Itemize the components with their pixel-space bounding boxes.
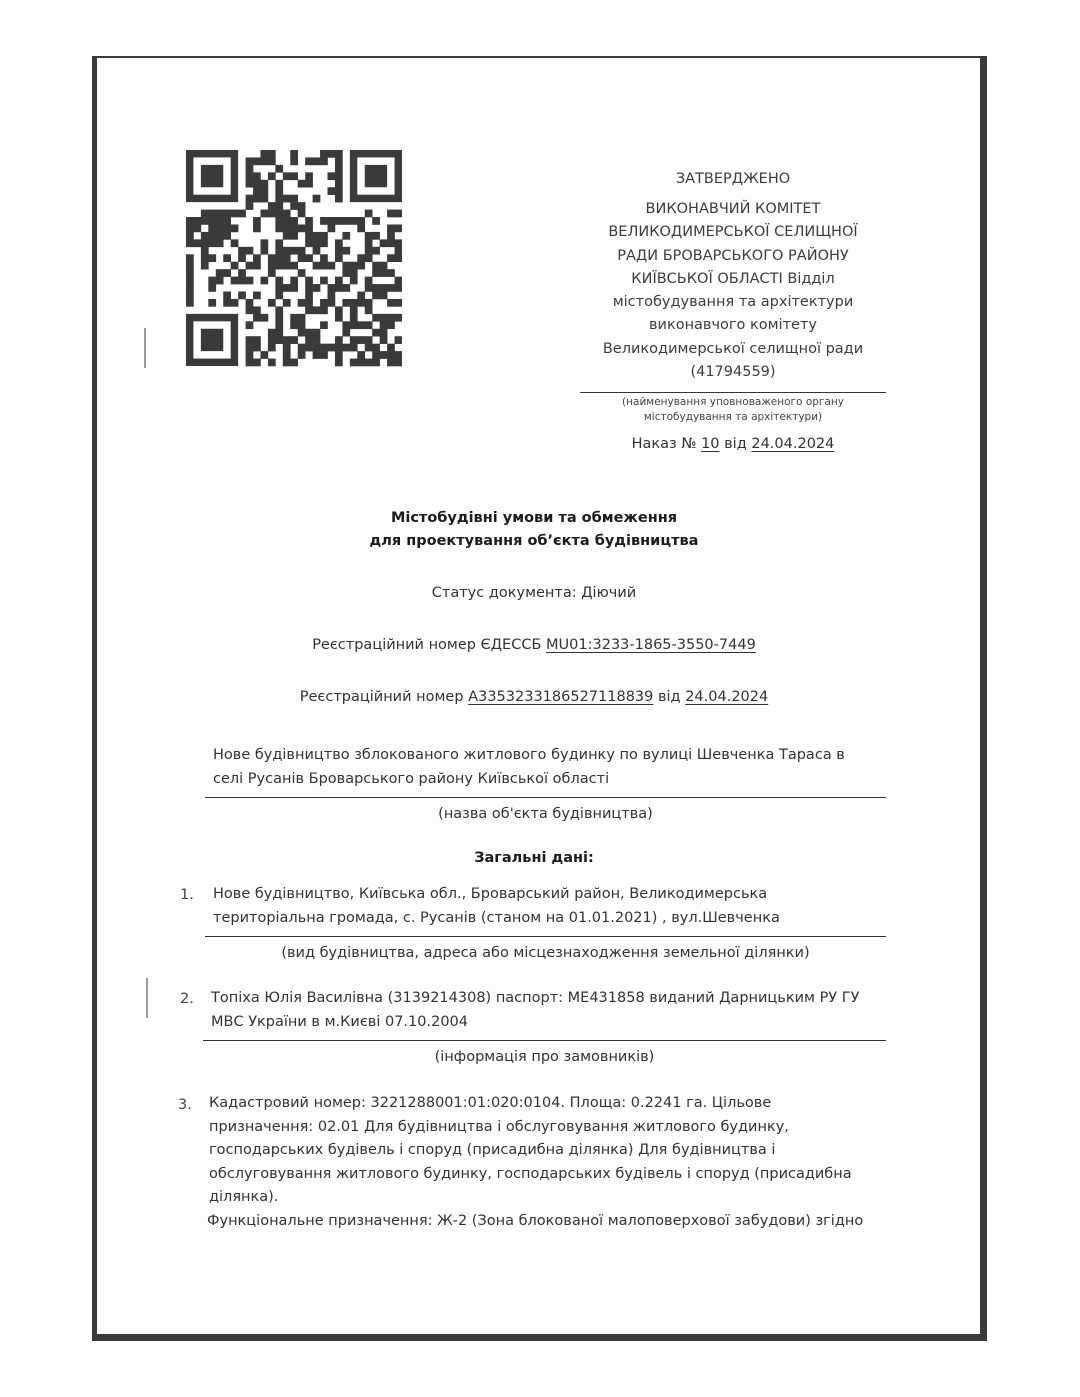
organ-line: (41794559) <box>690 364 776 381</box>
edessb-number: MU01:3233-1865-3550-7449 <box>546 637 756 653</box>
edessb-number-line: Реєстраційний номер ЄДЕССБ MU01:3233-1865-3550-7449 <box>312 637 756 653</box>
qr-code <box>186 150 402 368</box>
divider <box>203 1040 886 1041</box>
object-caption: (назва об'єкта будівництва) <box>438 806 653 822</box>
address-caption: (вид будівництва, адреса або місцезнаходження земельної ділянки) <box>281 945 810 961</box>
divider <box>205 936 886 937</box>
order-number: 10 <box>701 436 720 452</box>
organ-line: РАДИ БРОВАРСЬКОГО РАЙОНУ <box>617 247 849 264</box>
document-status: Статус документа: Діючий <box>431 585 637 601</box>
construction-address: Нове будівництво, Київська обл., Броварський район, Великодимерська територіальна громада, с. Русанів (станом на 01.01.2021) , вул.Шевченка <box>213 886 780 926</box>
order-line: Наказ № 10 від 24.04.2024 <box>631 436 835 452</box>
divider <box>580 392 886 393</box>
registration-number-line: Реєстраційний номер A3353233186527118839 від 24.04.2024 <box>299 689 769 705</box>
customer-info: Топіха Юлія Василівна (3139214308) паспорт: МЕ431858 виданий Дарницьким РУ ГУ МВС України в м.Києві 07.10.2004 <box>211 990 860 1030</box>
land-plot-info: Кадастровий номер: 3221288001:01:020:0104. Площа: 0.2241 га. Цільове призначення: 02.01 Для будівництва і обслуговування житлового будинку, господарських будівель і споруд (присадибна ділянка) Для будівництва і обслуговування житлового будинку, господарських будівель і споруд (присадибна ділянка). Функціональне призначення: Ж-2 (Зона блокованої малоповерхової забудови) згідно <box>207 1095 864 1229</box>
organ-line: ВЕЛИКОДИМЕРСЬКОЇ СЕЛИЩНОЇ <box>608 224 858 241</box>
item-number: 3. <box>178 1097 192 1113</box>
general-data-heading: Загальні дані: <box>474 850 594 866</box>
organ-caption: (найменування уповноваженого органу містобудування та архітектури) <box>622 396 844 423</box>
registration-date: 24.04.2024 <box>685 689 769 705</box>
object-name: Нове будівництво зблокованого житлового будинку по вулиці Шевченка Тараса в селі Русанів Броварського району Київської області <box>213 747 845 787</box>
organ-line: ВИКОНАВЧИЙ КОМІТЕТ <box>645 201 821 217</box>
organ-line: Великодимерської селищної ради <box>602 340 864 357</box>
item-number: 2. <box>180 991 194 1007</box>
approval-organ <box>580 198 886 384</box>
item-number: 1. <box>180 887 194 903</box>
binding-mark <box>146 978 148 1018</box>
binding-mark <box>144 328 146 368</box>
organ-line: КИЇВСЬКОЇ ОБЛАСТІ Відділ <box>631 270 835 287</box>
document-title: Містобудівні умови та обмеження для проектування об’єкта будівництва <box>369 510 699 549</box>
organ-line: виконавчого комітету <box>648 317 818 334</box>
customer-caption: (інформація про замовників) <box>434 1049 655 1065</box>
divider <box>205 797 886 798</box>
order-date: 24.04.2024 <box>751 436 835 452</box>
organ-line: містобудування та архітектури <box>612 294 854 311</box>
approval-stamp-title: ЗАТВЕРДЖЕНО <box>675 171 791 187</box>
registration-number: A3353233186527118839 <box>468 689 654 705</box>
